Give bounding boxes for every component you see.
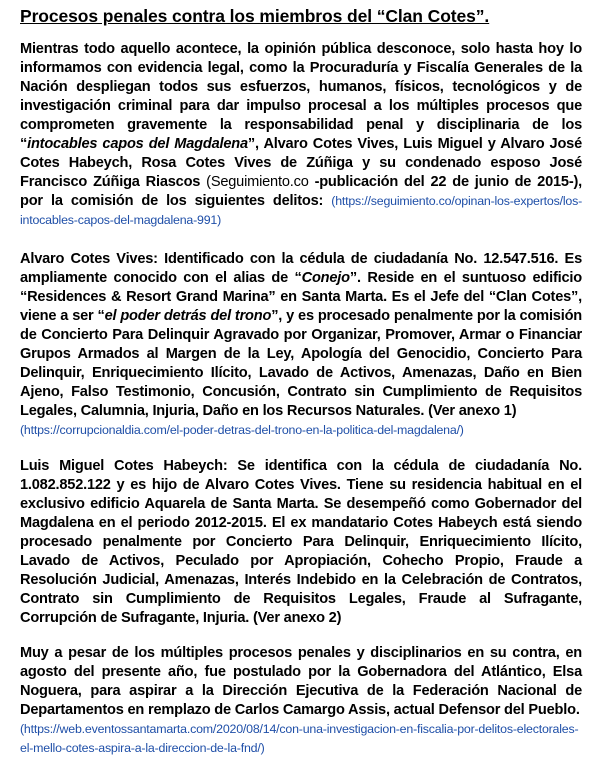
paragraph-postulation [20,644,582,758]
alvaro-italic-phrase: el poder detrás del trono [104,308,272,324]
luis-miguel-text: Luis Miguel Cotes Habeych: Se identifica con la cédula de ciudadanía No. 1.082.852.122 y es hijo de Alvaro Cotes Vives. Tiene su residencia habitual en el exclusivo edificio Aquarela de Santa Marta. Se desempeñó como Gobernador del Magdalena en el periodo 2012-2015. El ex mandatario Cotes Habeych está siendo procesado penalmente por Concierto Para Delinquir, Enriquecimiento Ilícito, Lavado de Activos, Peculado por Apropiación, Cohecho Propio, Fraude a Resolución Judicial, Amenazas, Interés Indebido en la Celebración de Contratos, Contrato sin Cumplimiento de Requisitos Legales, Fraude al Sufragante, Corrupción de Sufragante, Injuria. (Ver anexo 2) [20,458,582,626]
alvaro-text-2: ”. Reside en el suntuoso edificio “Residences & Resort Grand Marina” en Santa Marta. Es el Jefe del “Clan Cotes”, viene a ser “ [20,270,582,324]
intro-text-1: Mientras todo aquello acontece, la opinión pública desconoce, solo hasta hoy lo informamos con evidencia legal, como la Procuraduría y Fiscalía Generales de la Nación despliegan todos sus esfuerzos, humanos, físicos, tecnológicos y de investigación criminal para dar impulso procesal a los múltiples procesos que comprometen gravemente la responsabilidad penal y disciplinaria de los “ [20,41,582,152]
document-title: Procesos penales contra los miembros del “Clan Cotes”. [20,6,490,26]
paragraph-alvaro-cotes-vives [20,250,582,440]
intro-text-2: ”, Alvaro Cotes Vives, Luis Miguel y Alvaro José Cotes Habeych, Rosa Cotes Vives de Zúñiga y su condenado esposo José Francisco Zúñiga Riascos [20,136,583,190]
source-link-seguimiento[interactable]: (https://seguimiento.co/opinan-los-expertos/los-intocables-capos-del-magdalena-991) [20,194,582,227]
paragraph-luis-miguel-cotes [20,457,582,628]
intro-source-name: (Seguimiento.co [206,174,315,190]
alvaro-annex-ref: (Ver anexo 1) [428,403,517,419]
source-link-eventossantamarta[interactable]: (https://web.eventossantamarta.com/2020/08/14/con-una-investigacion-en-fiscalia-por-delitos-electorales-el-mello-cotes-aspira-a-la-direccion-de-la-fnd/) [20,722,579,755]
source-link-corrupcionaldia[interactable]: (https://corrupcionaldia.com/el-poder-detras-del-trono-en-la-politica-del-magdalena/) [20,423,464,437]
alvaro-text-1: Alvaro Cotes Vives: Identificado con la cédula de ciudadanía No. 12.547.516. Es ampliamente conocido con el alias de “ [20,251,582,286]
intro-text-italic: intocables capos del Magdalena [27,136,248,152]
postulation-text: Muy a pesar de los múltiples procesos penales y disciplinarios en su contra, en agosto del presente año, fue postulado por la Gobernadora del Atlántico, Elsa Noguera, para aspirar a la Dirección Ejecutiva de la Federación Nacional de Departamentos en remplazo de Carlos Camargo Assis, actual Defensor del Pueblo. [20,645,582,718]
paragraph-intro [20,40,582,230]
intro-text-3: -publicación del 22 de junio de 2015-), por la comisión de los siguientes delitos: [20,174,582,209]
alvaro-alias: Conejo [301,270,350,286]
alvaro-text-3: ”, y es procesado penalmente por la comisión de Concierto Para Delinquir Agravado por Organizar, Promover, Armar o Financiar Grupos Armados al Margen de la Ley, Apología del Genocidio, Concierto Para Delinquir, Enriquecimiento Ilícito, Lavado de Activos, Amenazas, Daño en Bien Ajeno, Falso Testimonio, Concusión, Contrato sin Cumplimiento de Requisitos Legales, Calumnia, Injuria, Daño en los Recursos Naturales. [20,308,582,419]
